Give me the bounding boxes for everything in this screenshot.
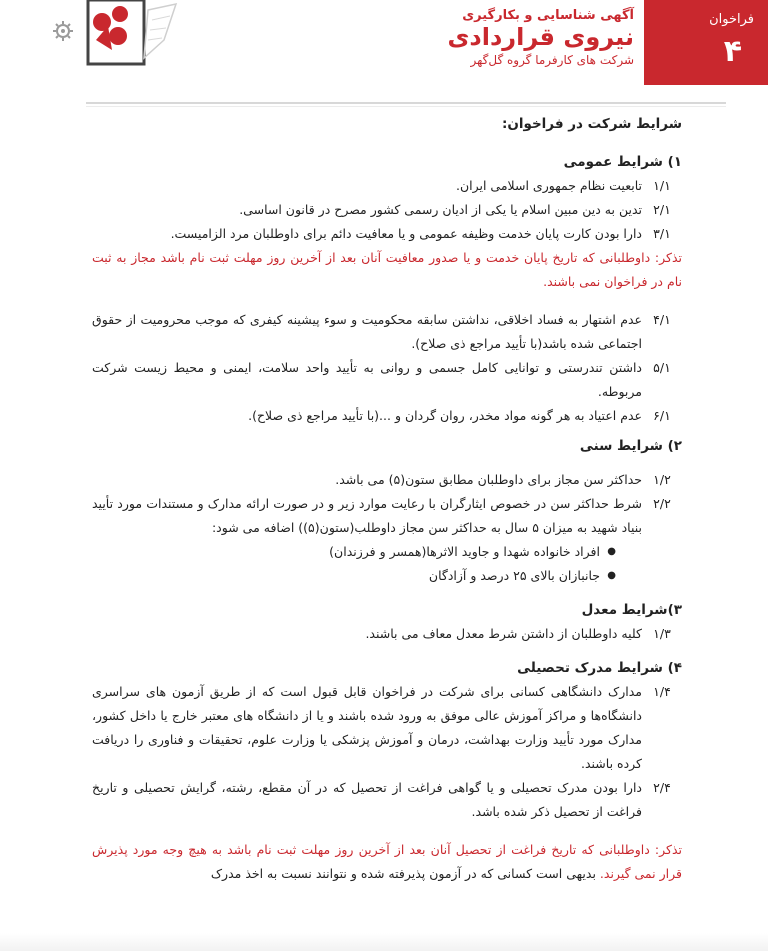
- section-general-title: ۱) شرایط عمومی: [563, 154, 682, 170]
- header-divider: [86, 102, 726, 104]
- header-title-sub: شرکت های کارفرما گروه گل‌گهر: [470, 53, 634, 67]
- list-item: ۶/۱ عدم اعتیاد به هر گونه مواد مخدر، روان گردان و ...(با تأیید مراجع ذی صلاح).: [248, 408, 671, 423]
- list-item: ۲/۲ شرط حداکثر سن در خصوص ایثارگران با رعایت موارد زیر و در صورت ارائه مدارک و مستندات مورد تأیید بنیاد شهید به میزان ۵ سال به حداکثر سن مجاز داوطلب(ستون(۵)) اضافه می شود:: [92, 496, 671, 535]
- list-item: ۱/۳ کلیه داوطلبان از داشتن شرط معدل معاف می باشند.: [365, 626, 671, 641]
- graduation-note: تذکر: داوطلبانی که تاریخ فراغت از تحصیل آنان بعد از آخرین روز مهلت ثبت نام باشد به هیچ وجه مورد پذیرش قرار نمی گیرند. بدیهی است کسانی که در آزمون پذیرفته شده و نتوانند نسبت به اخذ مدرک: [92, 842, 682, 881]
- section-gpa-title: ۳)شرایط معدل: [581, 602, 682, 618]
- section-age-title: ۲) شرایط سنی: [579, 438, 682, 454]
- list-item: ۱/۱ تابعیت نظام جمهوری اسلامی ایران.: [455, 178, 671, 193]
- header-divider-shadow: [86, 106, 726, 107]
- company-logo-icon: [82, 0, 180, 72]
- list-item: ۱/۲ حداکثر سن مجاز برای داوطلبان مطابق ستون(۵) می باشد.: [335, 472, 671, 487]
- section-degree-title: ۴) شرایط مدرک تحصیلی: [517, 660, 682, 676]
- header-title-main: نیروی قراردادی: [447, 23, 634, 51]
- badge-number: ۴: [723, 34, 742, 69]
- document-body: [92, 112, 682, 886]
- list-item: ۲/۴ دارا بودن مدرک تحصیلی و یا گواهی فراغت از تحصیل که در آن مقطع، رشته، گرایش تحصیلی و تاریخ فراغت از تحصیل ذکر شده باشد.: [92, 780, 671, 819]
- badge-label: فراخوان: [709, 12, 754, 27]
- list-item: ۲/۱ تدین به دین مبین اسلام یا یکی از ادیان رسمی کشور مصرح در قانون اساسی.: [239, 202, 671, 217]
- gear-icon: [52, 20, 74, 42]
- main-title: شرایط شرکت در فراخوان:: [501, 116, 682, 132]
- announcement-badge: [644, 0, 768, 85]
- list-item: ۳/۱ دارا بودن کارت پایان خدمت وظیفه عمومی و یا معافیت دائم برای داوطلبان مرد الزامیست.: [170, 226, 671, 241]
- list-item: ۴/۱ عدم اشتهار به فساد اخلاقی، نداشتن سابقه محکومیت و سوء پیشینه کیفری که موجب محرومیت از حقوق اجتماعی شده باشد(با تأیید مراجع ذی صلاح).: [92, 312, 671, 351]
- military-note: تذکر: داوطلبانی که تاریخ پایان خدمت و یا صدور معافیت آنان بعد از آخرین روز مهلت ثبت نام باشد مجاز به ثبت نام در فراخوان نمی باشند.: [92, 250, 682, 289]
- page-bottom-fade: [0, 933, 768, 951]
- bullet-list: [92, 540, 682, 588]
- header-title-top: آگهی شناسایی و بکارگیری: [462, 8, 634, 23]
- list-item: ۵/۱ داشتن تندرستی و توانایی کامل جسمی و روانی به تأیید واحد سلامت، ایمنی و محیط زیست شرکت مربوطه.: [92, 360, 671, 399]
- header-title: [374, 0, 634, 67]
- bullet-item: ● افراد خانواده شهدا و جاوید الاثرها(همسر و فرزندان): [329, 544, 616, 559]
- list-item: ۱/۴ مدارک دانشگاهی کسانی برای شرکت در فراخوان قابل قبول است که از طریق آزمون های سراسری دانشگاه‌ها و مراکز آموزش عالی موفق به ورود شده باشند و یا از دانشگاه های معتبر خارج یا داخل کشور، مدارک مورد تأیید وزارت بهداشت، درمان و آموزش پزشکی یا وزارت علوم، تحقیقات و فناوری را دریافت کرده باشند.: [92, 684, 671, 771]
- bullet-item: ● جانبازان بالای ۲۵ درصد و آزادگان: [428, 568, 616, 583]
